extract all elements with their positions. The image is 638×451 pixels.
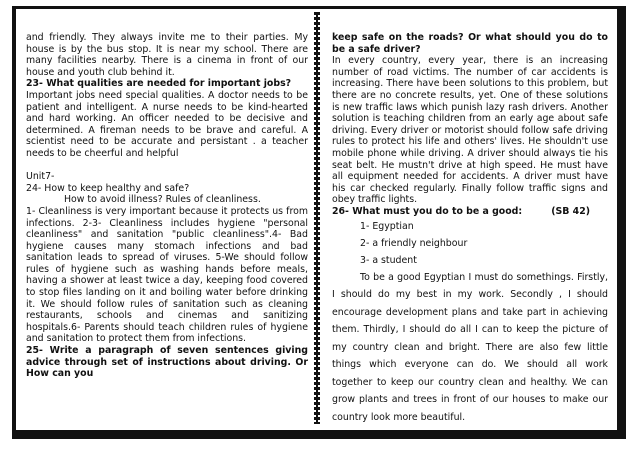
answer-24: 1- Cleanliness is very important because it protects us from infections. 2-3- Cleanliness includes hygiene "personal cleanliness" and sanitation "public cleanliness".4- Bad hygiene causes many stomach infections and bad sanitation leads to spread of viruses. 5-We should follow rules of hygiene such as washing hands before meals, having a shower at least twice a day, keeping food covered to stop files landing on it and boiling water before drinking it. We should follow rules of sanitation such as cleaning restaurants, schools and cinemas and sanitizing hospitals.6- Parents should teach children rules of hygiene and sanitation to protect them from infections.	[26, 205, 308, 345]
list-item: 1- Egyptian	[360, 220, 414, 232]
question-26	[332, 206, 608, 218]
unit-heading: Unit7-	[26, 171, 55, 183]
question-24: 24- How to keep healthy and safe?	[26, 182, 190, 194]
list-item: 3- a student	[360, 254, 417, 266]
right-column	[332, 32, 608, 426]
question-23: 23- What qualities are needed for important jobs?	[26, 78, 292, 90]
list-item: 2- a friendly neighbour	[360, 237, 468, 249]
page-border-top	[12, 6, 626, 9]
question-26-text: 26- What must you do to be a good:	[332, 205, 523, 217]
intro-paragraph: and friendly. They always invite me to their parties. My house is by the bus stop. It is near my school. There are many facilities nearby. There is a cinema in front of our house and youth club behind it.	[26, 32, 308, 78]
page-border-left	[12, 6, 16, 439]
question-26-reference: (SB 42)	[551, 205, 590, 217]
question-25: 25- Write a paragraph of seven sentences giving advice through set of instructions about driving. Or How can you	[26, 345, 308, 380]
left-column	[26, 32, 308, 380]
question-24-subtitle: How to avoid illness? Rules of cleanliness.	[64, 194, 261, 206]
column-divider-core	[316, 12, 318, 424]
answer-25: In every country, every year, there is an increasing number of road victims. The number of car accidents is increasing. There have been solutions to this problem, but there are no concrete results, yet. One of these solutions is new traffic laws which punish lazy rash drivers. Another solution is teaching children from an early age about safe driving. Every driver or motorist should follow safe driving rules to protect his life and others' lives. He shouldn't use mobile phone while driving. A driver should always tie his seat belt. He mustn't drive at high speed. He must have all equipment needed for accidents. A driver must have his car checked regularly. Finally follow traffic signs and obey traffic lights.	[332, 55, 608, 206]
page-border-right	[617, 6, 626, 439]
answer-23: Important jobs need special qualities. A doctor needs to be patient and intelligent. A nurse needs to be kind-hearted and hard working. An officer needed to be decisive and determined. A fireman needs to be brave and careful. A scientist need to be accurate and persistant . a teacher needs to be cheerful and helpful	[26, 89, 308, 159]
page-border-bottom	[12, 430, 626, 439]
question-25-continued: keep safe on the roads? Or what should you do to be a safe driver?	[332, 32, 608, 55]
spacer	[26, 160, 308, 172]
answer-26: To be a good Egyptian I must do somethings. Firstly, I should do my best in my work. Secondly , I should encourage development plans and take part in achieving them. Thirdly, I should do all I can to keep the picture of my country clean and bright. There are also few little things which everyone can do. We should all work together to keep our country clean and healthy. We can grow plants and trees in front of our houses to make our country look more beautiful.	[332, 271, 608, 423]
